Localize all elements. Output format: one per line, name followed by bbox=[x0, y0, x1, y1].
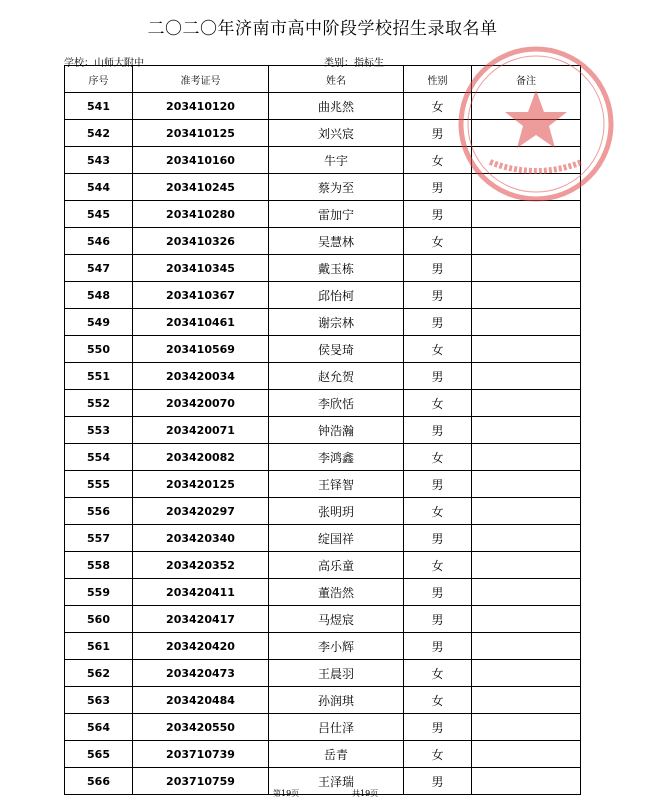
table-row bbox=[65, 255, 581, 282]
row-exam-id: 203410125 bbox=[133, 120, 269, 147]
row-seq: 546 bbox=[65, 228, 133, 255]
row-name: 吴慧林 bbox=[269, 228, 404, 255]
row-remark bbox=[472, 660, 581, 687]
row-exam-id: 203710739 bbox=[133, 741, 269, 768]
column-header-name: 姓名 bbox=[269, 66, 404, 93]
row-name: 邱怡柯 bbox=[269, 282, 404, 309]
row-remark bbox=[472, 201, 581, 228]
row-seq: 544 bbox=[65, 174, 133, 201]
row-remark bbox=[472, 255, 581, 282]
row-exam-id: 203420473 bbox=[133, 660, 269, 687]
row-seq: 558 bbox=[65, 552, 133, 579]
row-name: 张明玥 bbox=[269, 498, 404, 525]
row-gender: 女 bbox=[404, 336, 472, 363]
row-name: 绽国祥 bbox=[269, 525, 404, 552]
row-gender: 女 bbox=[404, 552, 472, 579]
row-name: 吕仕泽 bbox=[269, 714, 404, 741]
row-gender: 男 bbox=[404, 525, 472, 552]
row-seq: 556 bbox=[65, 498, 133, 525]
row-remark bbox=[472, 417, 581, 444]
row-remark bbox=[472, 552, 581, 579]
row-seq: 563 bbox=[65, 687, 133, 714]
row-gender: 女 bbox=[404, 444, 472, 471]
table-row bbox=[65, 741, 581, 768]
table-row bbox=[65, 687, 581, 714]
row-gender: 女 bbox=[404, 93, 472, 120]
row-seq: 547 bbox=[65, 255, 133, 282]
row-remark bbox=[472, 147, 581, 174]
column-header-exam-id: 准考证号 bbox=[133, 66, 269, 93]
row-name: 雷加宁 bbox=[269, 201, 404, 228]
column-header-gender: 性别 bbox=[404, 66, 472, 93]
row-remark bbox=[472, 282, 581, 309]
row-name: 赵允贺 bbox=[269, 363, 404, 390]
row-exam-id: 203420550 bbox=[133, 714, 269, 741]
row-seq: 550 bbox=[65, 336, 133, 363]
row-seq: 543 bbox=[65, 147, 133, 174]
column-header-remark: 备注 bbox=[472, 66, 581, 93]
row-gender: 男 bbox=[404, 282, 472, 309]
row-exam-id: 203410345 bbox=[133, 255, 269, 282]
row-remark bbox=[472, 390, 581, 417]
row-remark bbox=[472, 174, 581, 201]
row-name: 蔡为至 bbox=[269, 174, 404, 201]
row-name: 戴玉栋 bbox=[269, 255, 404, 282]
row-gender: 女 bbox=[404, 390, 472, 417]
row-name: 牛宇 bbox=[269, 147, 404, 174]
row-seq: 560 bbox=[65, 606, 133, 633]
table-row bbox=[65, 552, 581, 579]
row-name: 刘兴宸 bbox=[269, 120, 404, 147]
row-name: 马煜宸 bbox=[269, 606, 404, 633]
table-row bbox=[65, 525, 581, 552]
table-header-row bbox=[65, 66, 581, 93]
table-row bbox=[65, 579, 581, 606]
table-row bbox=[65, 471, 581, 498]
row-name: 王铎智 bbox=[269, 471, 404, 498]
row-name: 董浩然 bbox=[269, 579, 404, 606]
row-exam-id: 203410326 bbox=[133, 228, 269, 255]
row-gender: 男 bbox=[404, 363, 472, 390]
row-remark bbox=[472, 471, 581, 498]
table-row bbox=[65, 174, 581, 201]
row-gender: 男 bbox=[404, 417, 472, 444]
document-title: 二〇二〇年济南市高中阶段学校招生录取名单 bbox=[147, 19, 498, 39]
row-remark bbox=[472, 606, 581, 633]
row-exam-id: 203420070 bbox=[133, 390, 269, 417]
row-gender: 男 bbox=[404, 606, 472, 633]
row-gender: 男 bbox=[404, 174, 472, 201]
row-exam-id: 203410160 bbox=[133, 147, 269, 174]
row-exam-id: 203410569 bbox=[133, 336, 269, 363]
row-gender: 男 bbox=[404, 471, 472, 498]
table-row bbox=[65, 606, 581, 633]
row-name: 高乐童 bbox=[269, 552, 404, 579]
row-seq: 541 bbox=[65, 93, 133, 120]
table-row bbox=[65, 120, 581, 147]
row-name: 李鸿鑫 bbox=[269, 444, 404, 471]
row-seq: 554 bbox=[65, 444, 133, 471]
row-name: 谢宗林 bbox=[269, 309, 404, 336]
row-name: 王晨羽 bbox=[269, 660, 404, 687]
table-body bbox=[65, 93, 581, 795]
row-name: 侯旻琦 bbox=[269, 336, 404, 363]
row-remark bbox=[472, 228, 581, 255]
row-seq: 559 bbox=[65, 579, 133, 606]
row-exam-id: 203420352 bbox=[133, 552, 269, 579]
row-gender: 男 bbox=[404, 579, 472, 606]
row-gender: 女 bbox=[404, 498, 472, 525]
row-exam-id: 203420071 bbox=[133, 417, 269, 444]
row-name: 孙润琪 bbox=[269, 687, 404, 714]
row-remark bbox=[472, 120, 581, 147]
row-seq: 548 bbox=[65, 282, 133, 309]
row-gender: 女 bbox=[404, 660, 472, 687]
row-remark bbox=[472, 714, 581, 741]
school-label: 学校：山师大附中 bbox=[64, 58, 144, 69]
table-row bbox=[65, 633, 581, 660]
table-row bbox=[65, 282, 581, 309]
row-exam-id: 203410461 bbox=[133, 309, 269, 336]
row-remark bbox=[472, 741, 581, 768]
row-seq: 552 bbox=[65, 390, 133, 417]
table-row bbox=[65, 363, 581, 390]
row-seq: 562 bbox=[65, 660, 133, 687]
row-seq: 542 bbox=[65, 120, 133, 147]
row-gender: 男 bbox=[404, 255, 472, 282]
table-row bbox=[65, 309, 581, 336]
row-name: 王泽瑞 bbox=[269, 768, 404, 795]
row-gender: 女 bbox=[404, 741, 472, 768]
table-row bbox=[65, 390, 581, 417]
row-gender: 男 bbox=[404, 309, 472, 336]
row-exam-id: 203420417 bbox=[133, 606, 269, 633]
row-exam-id: 203710759 bbox=[133, 768, 269, 795]
column-header-seq: 序号 bbox=[65, 66, 133, 93]
row-remark bbox=[472, 444, 581, 471]
total-pages: 共19页 bbox=[352, 789, 379, 798]
row-exam-id: 203420125 bbox=[133, 471, 269, 498]
table-row bbox=[65, 201, 581, 228]
row-gender: 男 bbox=[404, 633, 472, 660]
table-row bbox=[65, 228, 581, 255]
row-exam-id: 203410280 bbox=[133, 201, 269, 228]
table-row bbox=[65, 336, 581, 363]
row-exam-id: 203410367 bbox=[133, 282, 269, 309]
row-gender: 男 bbox=[404, 201, 472, 228]
row-name: 岳青 bbox=[269, 741, 404, 768]
table-row bbox=[65, 444, 581, 471]
row-gender: 女 bbox=[404, 147, 472, 174]
row-exam-id: 203410245 bbox=[133, 174, 269, 201]
page-number: 第19页 bbox=[273, 789, 300, 798]
row-exam-id: 203420411 bbox=[133, 579, 269, 606]
row-exam-id: 203420297 bbox=[133, 498, 269, 525]
row-seq: 549 bbox=[65, 309, 133, 336]
row-remark bbox=[472, 768, 581, 795]
row-remark bbox=[472, 525, 581, 552]
row-exam-id: 203410120 bbox=[133, 93, 269, 120]
row-exam-id: 203420340 bbox=[133, 525, 269, 552]
row-seq: 555 bbox=[65, 471, 133, 498]
row-seq: 561 bbox=[65, 633, 133, 660]
row-seq: 551 bbox=[65, 363, 133, 390]
row-remark bbox=[472, 93, 581, 120]
row-remark bbox=[472, 579, 581, 606]
row-seq: 564 bbox=[65, 714, 133, 741]
row-seq: 566 bbox=[65, 768, 133, 795]
row-remark bbox=[472, 336, 581, 363]
row-exam-id: 203420082 bbox=[133, 444, 269, 471]
row-gender: 女 bbox=[404, 228, 472, 255]
row-remark bbox=[472, 687, 581, 714]
category-label: 类别：指标生 bbox=[324, 58, 384, 69]
table-row bbox=[65, 768, 581, 795]
table-row bbox=[65, 714, 581, 741]
row-gender: 男 bbox=[404, 714, 472, 741]
table-row bbox=[65, 660, 581, 687]
row-seq: 565 bbox=[65, 741, 133, 768]
row-gender: 男 bbox=[404, 120, 472, 147]
row-seq: 545 bbox=[65, 201, 133, 228]
row-exam-id: 203420034 bbox=[133, 363, 269, 390]
row-exam-id: 203420484 bbox=[133, 687, 269, 714]
table-row bbox=[65, 498, 581, 525]
table-row bbox=[65, 417, 581, 444]
row-remark bbox=[472, 633, 581, 660]
row-seq: 557 bbox=[65, 525, 133, 552]
row-remark bbox=[472, 363, 581, 390]
admission-table bbox=[64, 65, 581, 795]
row-name: 李欣恬 bbox=[269, 390, 404, 417]
table-row bbox=[65, 147, 581, 174]
row-remark bbox=[472, 498, 581, 525]
row-remark bbox=[472, 309, 581, 336]
row-gender: 女 bbox=[404, 687, 472, 714]
row-gender: 男 bbox=[404, 768, 472, 795]
row-seq: 553 bbox=[65, 417, 133, 444]
table-row bbox=[65, 93, 581, 120]
row-name: 钟浩瀚 bbox=[269, 417, 404, 444]
row-name: 李小辉 bbox=[269, 633, 404, 660]
row-exam-id: 203420420 bbox=[133, 633, 269, 660]
row-name: 曲兆然 bbox=[269, 93, 404, 120]
